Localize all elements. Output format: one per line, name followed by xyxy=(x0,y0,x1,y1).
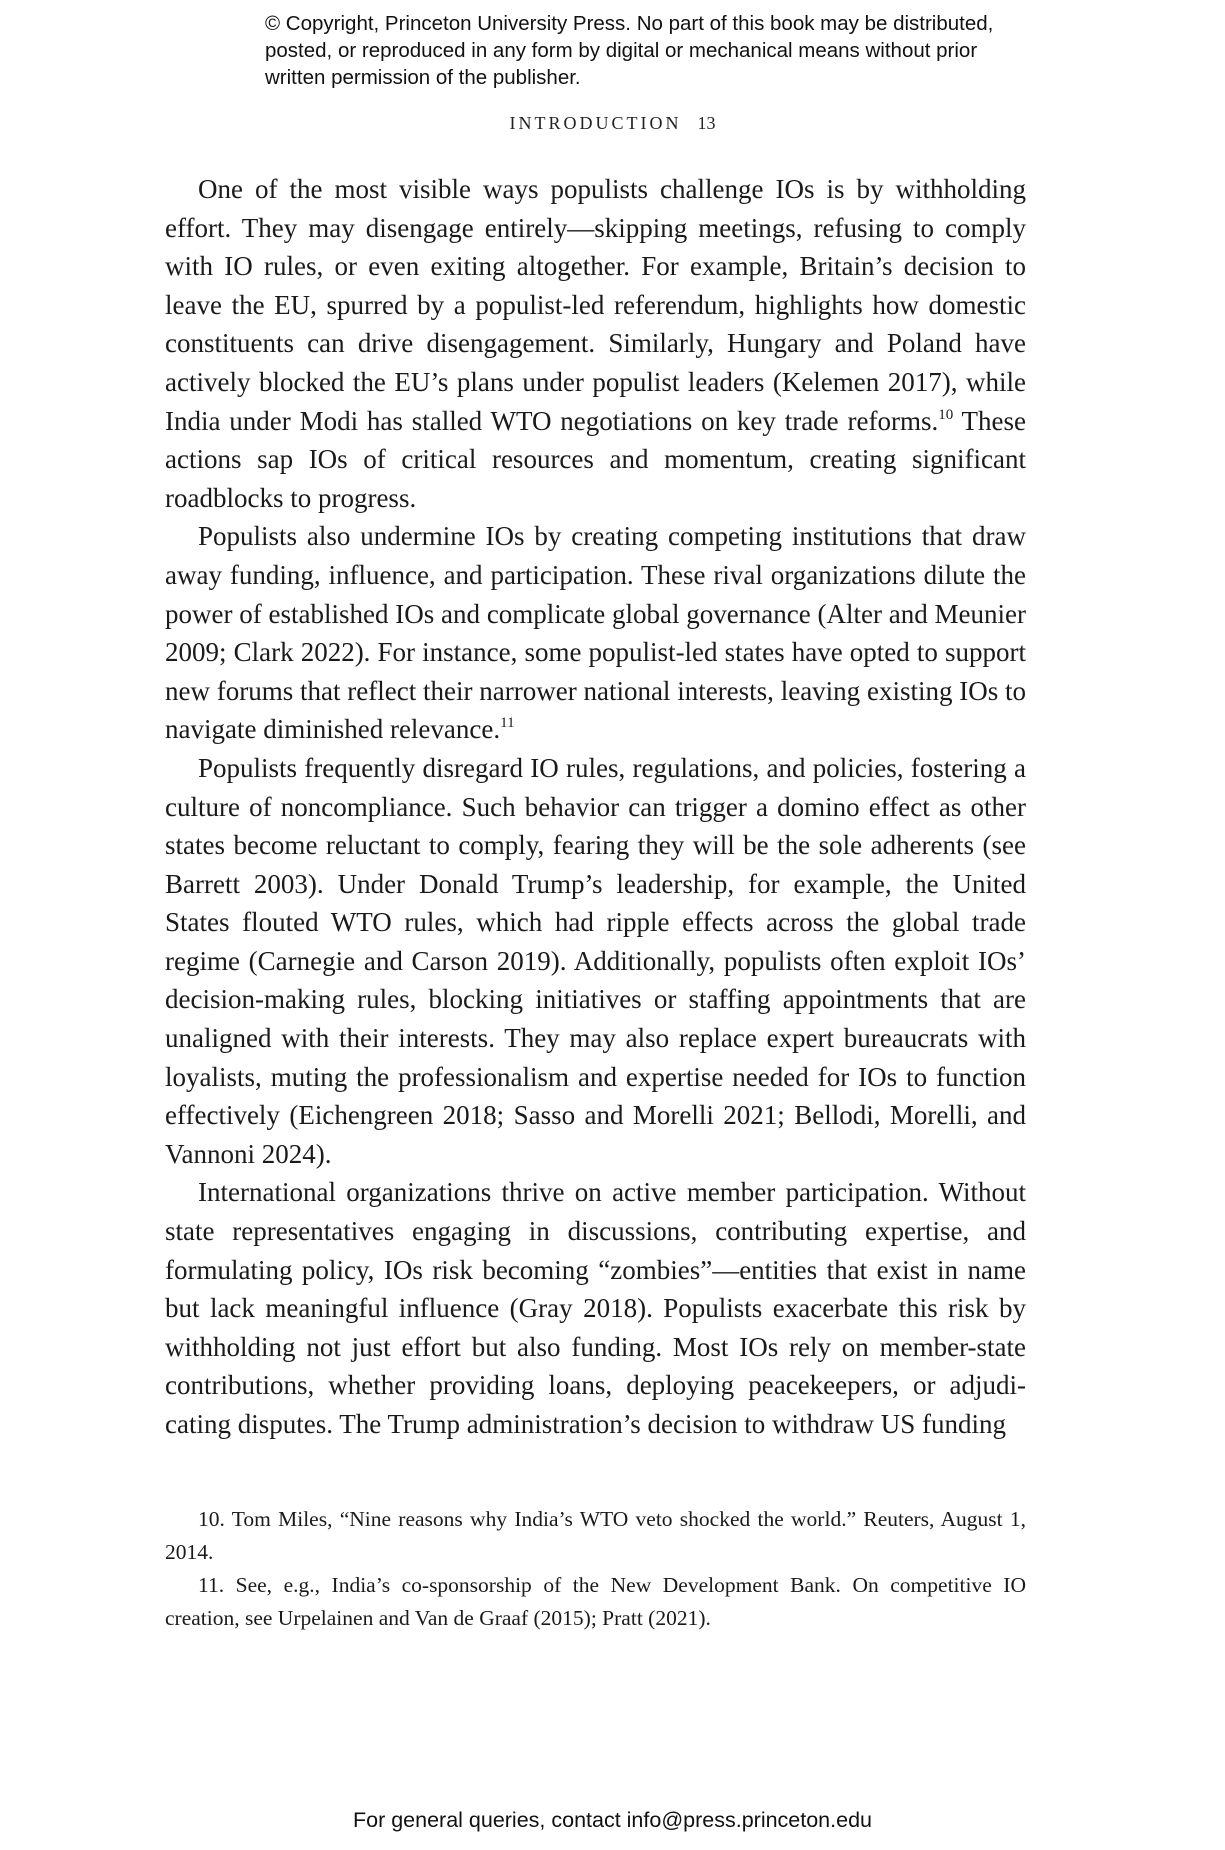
paragraph xyxy=(165,1173,1026,1443)
page-number: 13 xyxy=(697,113,716,133)
body-text xyxy=(165,170,1026,1444)
footnotes xyxy=(165,1503,1026,1635)
footnote-ref-11[interactable]: 11 xyxy=(500,715,515,732)
paragraph-text: Populists also undermine IOs by creating competing institutions that draw away funding, influence, and participation. These rival organizations dilute the power of established IOs and complicate global governance (Alter and Meunier 2009; Clark 2022). For instance, some populist-led states have opted to support new forums that reflect their narrower national interests, leaving existing IOs to navigate diminished relevance. xyxy=(165,521,1026,745)
contact-line: For general queries, contact info@press.princeton.edu xyxy=(352,1808,872,1832)
paragraph-text: One of the most visible ways populists challenge IOs is by withholding effort. They may disengage entirely—skipping meetings, refusing to comply with IO rules, or even exiting altogether. For example, Britain’s decision to leave the EU, spurred by a populist-led referendum, highlights how domestic constituents can drive disengagement. Similarly, Hungary and Poland have actively blocked the EU’s plans under populist leaders (Kelemen 2017), while India under Modi has stalled WTO negotiations on key trade reforms. xyxy=(165,174,1026,436)
paragraph xyxy=(165,517,1026,749)
running-head-section: INTRODUCTION xyxy=(509,113,682,133)
paragraph-text-continued: These actions sap IOs of critical resources and momentum, creating significant roadblocks to progress. xyxy=(165,405,1026,513)
footnote-ref-10[interactable]: 10 xyxy=(938,406,954,423)
footnote-11: 11. See, e.g., India’s co-sponsorship of the New Development Bank. On competitive IO creation, see Urpelainen and Van de Graaf (2015); Pratt (2021). xyxy=(165,1573,1026,1630)
footnote-10: 10. Tom Miles, “Nine reasons why India’s WTO veto shocked the world.” Reuters, August 1, 2014. xyxy=(165,1507,1026,1564)
paragraph-text: Populists frequently disregard IO rules, regulations, and policies, fostering a culture of noncompliance. Such behavior can trigger a domino effect as other states become reluctant to comply, fearing they will be the sole adherents (see Barrett 2003). Under Donald Trump’s leadership, for example, the United States flouted WTO rules, which had ripple effects across the global trade regime (Carnegie and Carson 2019). Additionally, populists often exploit IOs’ decision-making rules, blocking initiatives or staffing appointments that are unaligned with their interests. They may also replace expert bureaucrats with loyalists, muting the professionalism and expertise needed for IOs to function effectively (Eichengreen 2018; Sasso and Morelli 2021; Bellodi, Morelli, and Vannoni 2024). xyxy=(165,752,1026,1169)
copyright-notice: © Copyright, Princeton University Press. No part of this book may be distributed, posted, or reproduced in any form by digital or mechanical means without prior written permission of the publisher. xyxy=(265,12,994,89)
paragraph-text: International organizations thrive on active member participation. Without state representatives engaging in discussions, contributing expertise, and formulating policy, IOs risk becoming “zombies”—entities that exist in name but lack meaningful influence (Gray 2018). Populists exacerbate this risk by withholding not just effort but also funding. Most IOs rely on member-state contributions, whether providing loans, deploying peacekeepers, or adjudicating disputes. The Trump administration’s decision to withdraw US funding xyxy=(165,1177,1026,1439)
paragraph xyxy=(165,170,1026,517)
paragraph xyxy=(165,749,1026,1174)
running-head xyxy=(0,113,1225,134)
